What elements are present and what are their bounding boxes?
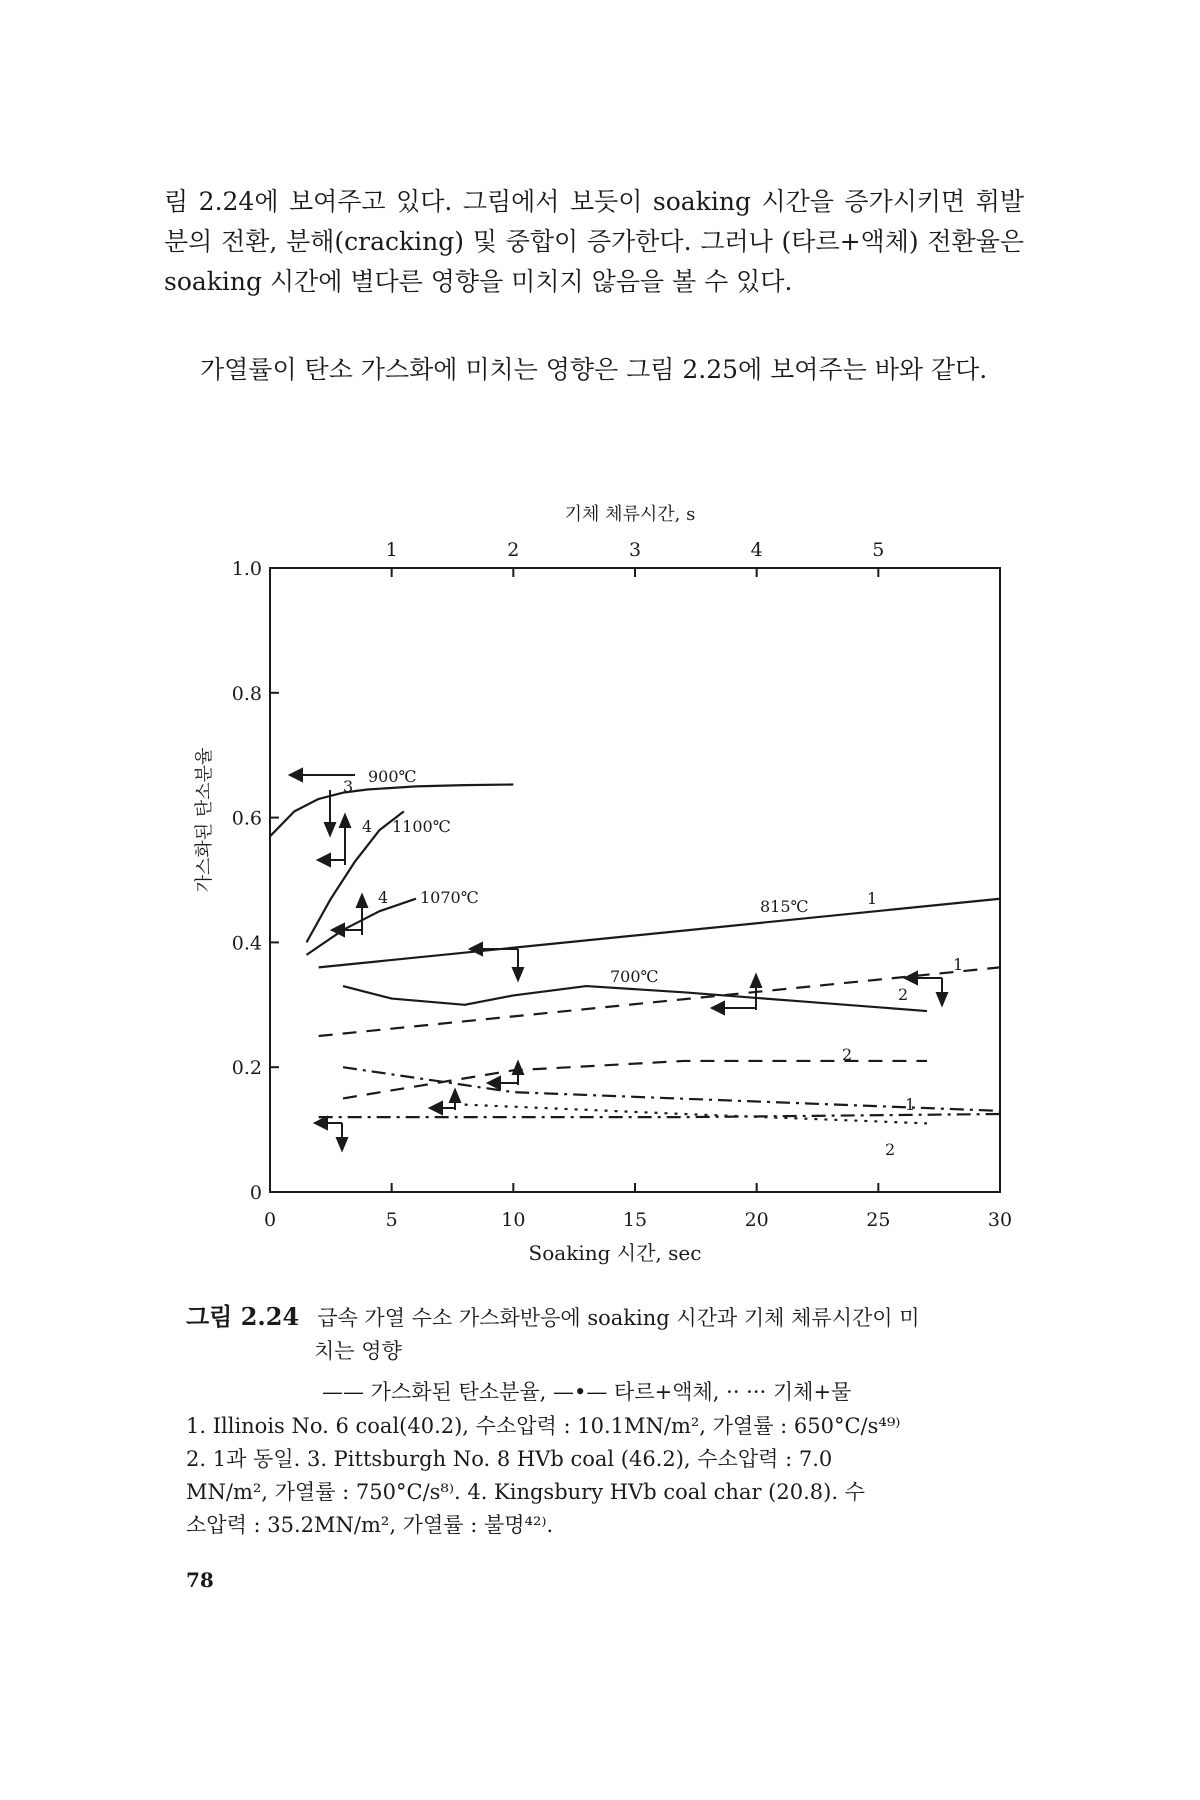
x-tick-label: 25 [866, 1209, 891, 1231]
x-tick-label: 15 [622, 1209, 648, 1231]
arrow-mark [337, 1123, 347, 1150]
caption-number: 그림 2.24 [186, 1302, 300, 1331]
top-tick-label: 4 [750, 539, 763, 561]
curve-label-1-dashed: 1 [953, 955, 964, 974]
series-line-dashdot [319, 1114, 1000, 1117]
arrow-mark [318, 854, 345, 866]
arrow-mark [430, 1102, 455, 1114]
curve-label-2-dashed: 2 [842, 1045, 853, 1064]
caption-text-1: 급속 가열 수소 가스화반응에 soaking 시간과 기체 체류시간이 미 [317, 1306, 920, 1330]
body-paragraph-1: 림 2.24에 보여주고 있다. 그림에서 보듯이 soaking 시간을 증가시키면 휘발분의 전환, 분해(cracking) 및 중합이 증가한다. 그러나 (타르+액체) 전환율은 soaking 시간에 별다른 영향을 미치지 않음을 볼 수 있다. [164, 187, 1024, 296]
arrow-mark [340, 815, 350, 865]
y-tick-label: 1.0 [231, 558, 262, 580]
body-paragraph-2: 가열률이 탄소 가스화에 미치는 영향은 그림 2.25에 보여주는 바와 같다. [200, 355, 988, 384]
curve-label-2-dotted: 2 [885, 1140, 896, 1159]
top-tick-label: 3 [628, 539, 642, 561]
series-layer [270, 785, 1000, 1124]
figure-caption [186, 1300, 1016, 1368]
curve-label-3: 3 [343, 777, 354, 796]
x-tick-label: 10 [501, 1209, 526, 1231]
x-tick-label: 5 [385, 1209, 398, 1231]
curve-label-1-dashdot: 1 [905, 1095, 916, 1114]
x-axis-label: Soaking 시간, sec [528, 1241, 702, 1265]
arrow-mark [315, 1117, 342, 1129]
arrow-mark [513, 1062, 523, 1085]
x-tick-label: 20 [744, 1209, 769, 1231]
series-line-solid [343, 986, 927, 1011]
arrow-mark [470, 943, 518, 955]
caption-note-4: 소압력 : 35.2MN/m², 가열률 : 불명⁴²⁾. [186, 1513, 554, 1537]
y-tick-label: 0 [249, 1182, 262, 1204]
arrow-mark [488, 1077, 518, 1089]
plot-area-frame [270, 568, 1000, 1192]
y-tick-label: 0.6 [231, 807, 262, 830]
temp-label-900: 900℃ [368, 767, 417, 786]
top-axis-ticks [386, 539, 885, 577]
temp-label-700: 700℃ [610, 967, 659, 986]
caption-note-3: MN/m², 가열률 : 750°C/s⁸⁾. 4. Kingsbury HVb coal char (20.8). 수 [186, 1480, 865, 1504]
top-tick-label: 2 [507, 539, 520, 561]
caption-note-1: 1. Illinois No. 6 coal(40.2), 수소압력 : 10.1MN/m², 가열률 : 650°C/s⁴⁹⁾ [186, 1414, 901, 1438]
annotation-layer [343, 767, 963, 1159]
caption-text-2: 치는 영향 [314, 1339, 402, 1363]
x-tick-label: 0 [263, 1209, 277, 1231]
caption-notes [186, 1410, 1016, 1542]
temp-label-815: 815℃ [760, 897, 809, 916]
temp-label-1070: 1070℃ [420, 888, 479, 907]
series-line-solid [319, 899, 1000, 968]
y-tick-label: 0.8 [231, 682, 262, 705]
top-tick-label: 1 [385, 539, 398, 561]
curve-label-4-lower: 4 [378, 888, 389, 907]
curve-label-4-upper: 4 [362, 817, 373, 836]
caption-legend: —— 가스화된 탄소분율, —•— 타르+액체, ·· ··· 기체+물 [322, 1380, 852, 1404]
top-axis-label: 기체 체류시간, s [564, 504, 696, 525]
arrow-mark [905, 972, 942, 984]
series-line-dotted [465, 1105, 927, 1124]
arrow-mark [712, 1002, 756, 1014]
y-tick-label: 0.2 [231, 1057, 262, 1080]
x-tick-label: 30 [987, 1209, 1013, 1231]
y-axis-ticks [232, 558, 279, 1204]
curve-label-2-solid: 2 [898, 985, 909, 1004]
y-tick-label: 0.4 [231, 932, 262, 955]
curve-label-1-solid: 1 [867, 889, 878, 908]
temp-label-1100: 1100℃ [392, 817, 451, 836]
arrow-mark [937, 978, 947, 1005]
page-number: 78 [186, 1568, 214, 1592]
x-axis-ticks [264, 1183, 1012, 1231]
top-tick-label: 5 [872, 539, 885, 561]
y-axis-label: 가스화된 탄소분율 [194, 747, 215, 893]
arrow-mark [513, 949, 523, 980]
caption-note-2: 2. 1과 동일. 3. Pittsburgh No. 8 HVb coal (46.2), 수소압력 : 7.0 [186, 1447, 833, 1471]
